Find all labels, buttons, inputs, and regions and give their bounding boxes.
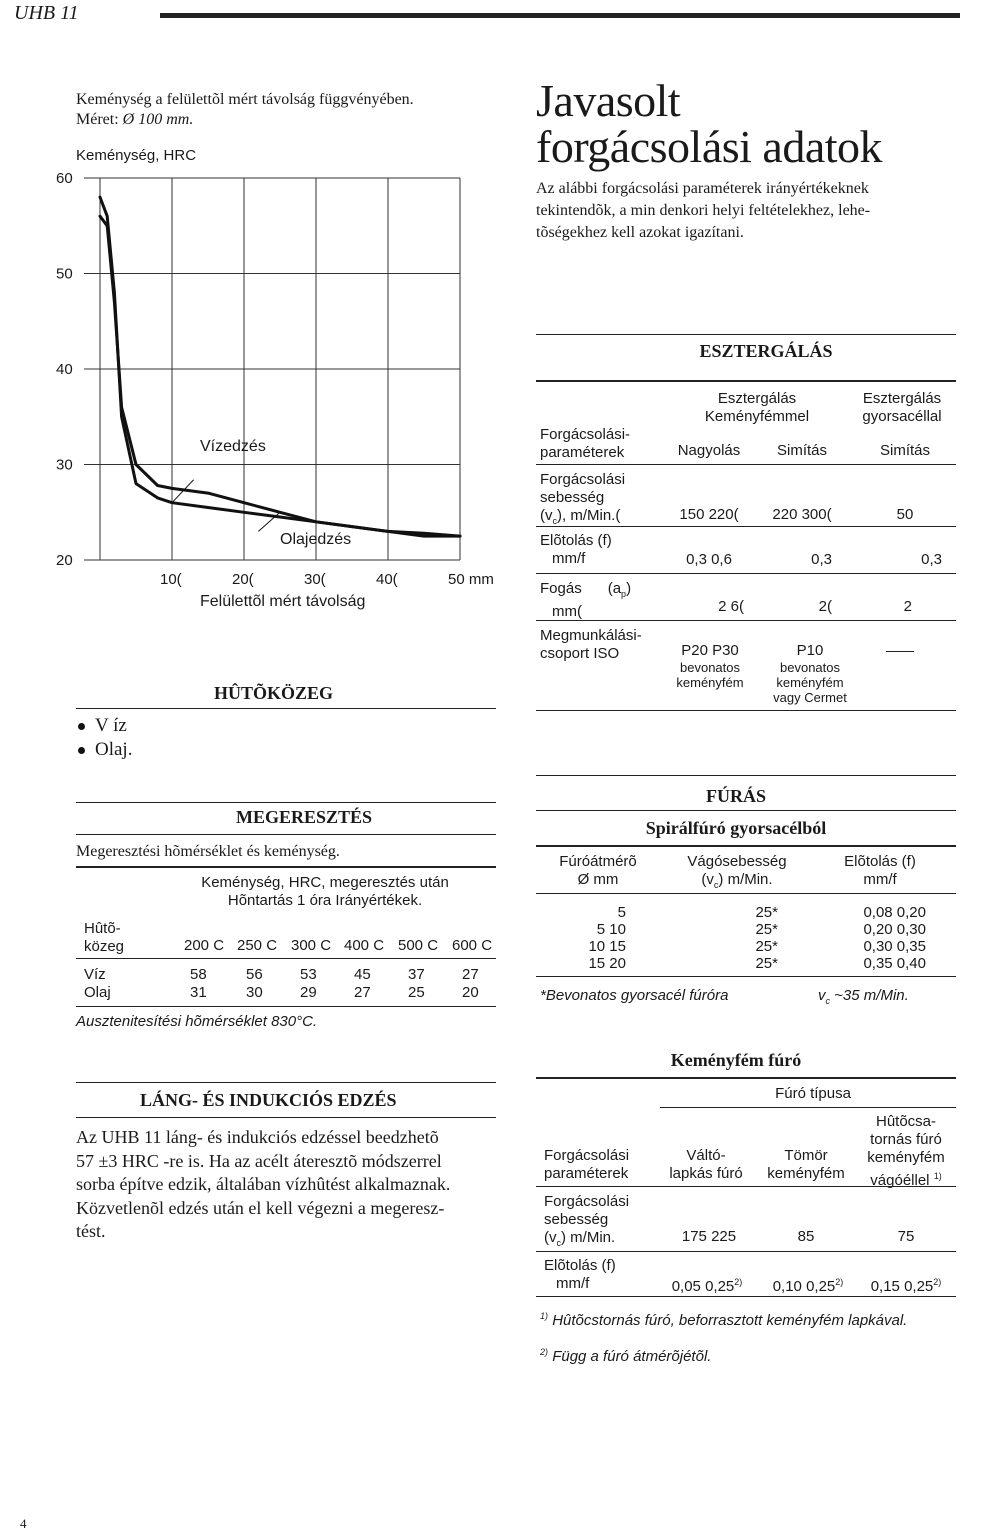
chart-y-tick-label: 30: [56, 456, 73, 474]
turning-feed-label: Elõtolás (f) mm/f: [540, 532, 612, 567]
turning-iso-rough: P20 P30 bevonatos keményfém: [676, 642, 744, 690]
drilling-cell-feed: 0,30 0,35: [863, 938, 926, 955]
turning-speed-finish: 220 300(: [772, 506, 832, 523]
header-rule: [160, 13, 960, 18]
carbide-feed-indexable: 0,05 0,25$^{2)}$: [671, 1277, 743, 1295]
carbide-type-head: Fúró típusa: [775, 1085, 851, 1102]
drilling-title-rule: [536, 810, 956, 811]
tempering-coolant-head: Hûtõ- közeg: [84, 920, 125, 955]
page-number: 4: [20, 1516, 27, 1531]
turning-iso-finish: P10 bevonatos keményfém vagy Cermet: [773, 642, 847, 705]
turning-rule: [536, 620, 956, 621]
drilling-col-diameter: Fúróátmérõ Ø mm: [559, 853, 637, 888]
bullet-icon: [78, 723, 85, 730]
chart-xlabel: Felülettõl mért távolság: [200, 593, 366, 610]
flame-top-rule: [76, 1082, 496, 1083]
turning-feed-finish: 0,3: [811, 551, 832, 568]
drilling-cell-feed: 0,20 0,30: [863, 921, 926, 938]
chart-y-tick-label: 20: [56, 552, 73, 569]
carbide-table-top: [536, 1077, 956, 1079]
turning-iso-hss-dash: [886, 651, 914, 652]
drilling-row: [548, 921, 926, 939]
tempering-footnote: Ausztenitesítési hõmérséklet 830°C.: [76, 1013, 318, 1030]
turning-bottom-rule: [536, 710, 956, 711]
label-oil-quench: Olajedzés: [280, 531, 352, 548]
turning-rule: [536, 464, 956, 465]
chart-series: [100, 197, 460, 536]
carbide-params-label: Forgácsolási paraméterek: [544, 1147, 630, 1182]
tempering-title-rule: [76, 834, 496, 835]
drilling-cell-speed: 25*: [755, 955, 778, 972]
carbide-head-indexable: Váltó- lapkás fúró: [669, 1147, 743, 1182]
carbide-rule: [536, 1251, 956, 1252]
turning-title: ESZTERGÁLÁS: [699, 341, 833, 361]
chart-x-tick-label: 20(: [232, 571, 254, 588]
drilling-cell-speed: 25*: [755, 938, 778, 955]
drilling-row: [548, 904, 926, 922]
drilling-cell-diameter: 10 15: [588, 938, 626, 955]
chart-series-line-1: [100, 216, 460, 536]
drilling-note-left: *Bevonatos gyorsacél fúróra: [540, 987, 729, 1004]
turning-speed-rough: 150 220(: [679, 506, 739, 523]
turning-top-rule: [536, 334, 956, 335]
drilling-subtitle: Spirálfúró gyorsacélból: [645, 818, 827, 838]
chart-x-tick-label: 10(: [160, 571, 182, 588]
turning-rule: [536, 526, 956, 527]
coolant-list: [78, 714, 132, 762]
turning-sub-finish: Simítás: [776, 442, 827, 459]
tempering-temp-row: 200 C 250 C 300 C 400 C 500 C 600 C: [184, 937, 493, 954]
chart-caption-size: Ø 100 mm.: [122, 111, 194, 128]
turning-sub-hss-finish: Simítás: [879, 442, 930, 459]
drilling-table-bottom: [536, 976, 956, 977]
tempering-row-water: Víz 58 56 53 45 37 27: [84, 966, 479, 983]
drilling-cell-diameter: 5 10: [596, 921, 626, 938]
carbide-speed-indexable: 175 225: [681, 1228, 737, 1245]
carbide-type-rule: [660, 1107, 956, 1108]
chart-ylabel: Keménység, HRC: [76, 147, 197, 164]
tempering-note: Keménység, HRC, megeresztés után Hõntartás 1 óra Irányértékek.: [201, 874, 449, 909]
chart-y-tick-label: 60: [56, 170, 73, 187]
chart-caption-line1: Keménység a felülettõl mért távolság függvényében.: [76, 91, 414, 108]
drilling-cell-speed: 25*: [755, 904, 778, 921]
carbide-drill-title: Keményfém fúró: [670, 1050, 802, 1070]
turning-feed-rough: 0,3 0,6: [686, 551, 732, 568]
turning-sub-rough: Nagyolás: [677, 442, 741, 459]
turning-rule: [536, 573, 956, 574]
drilling-row: [548, 938, 926, 956]
coolant-item-water: V íz: [78, 714, 132, 738]
turning-iso-label: Megmunkálási- csoport ISO: [540, 627, 642, 662]
drilling-cell-feed: 0,08 0,20: [863, 904, 926, 921]
chart-x-tick-label: 40(: [376, 571, 398, 588]
turning-depth-finish: 2(: [818, 598, 832, 615]
carbide-feed-label: Elõtolás (f) mm/f: [544, 1257, 616, 1292]
turning-speed-hss: 50: [896, 506, 914, 523]
carbide-speed-label: Forgácsolási sebesség $(v_c)$ m/Min.: [544, 1193, 630, 1248]
intro-title: Javasolt forgácsolási adatok: [536, 75, 883, 172]
turning-depth-rough: 2 6(: [718, 598, 744, 615]
carbide-feed-brazed: 0,15 0,25$^{2)}$: [870, 1277, 942, 1295]
tempering-row-oil: Olaj 31 30 29 27 25 20: [84, 984, 479, 1001]
drilling-cell-speed: 25*: [755, 921, 778, 938]
coolant-item-oil: Olaj.: [78, 738, 132, 762]
tempering-title: MEGERESZTÉS: [236, 807, 373, 827]
tempering-top-rule: [76, 802, 496, 803]
bullet-icon: [78, 747, 85, 754]
coolant-rule: [76, 708, 496, 709]
turning-depth-label: Fogás $(a_p)$ mm(: [540, 580, 632, 620]
chart-series-line-0: [100, 197, 460, 536]
carbide-speed-brazed: 75: [897, 1228, 915, 1245]
drilling-row: [548, 955, 926, 973]
flame-title-rule: [76, 1117, 496, 1118]
header-title: UHB 11: [14, 2, 79, 24]
chart-tick-labels: [56, 170, 494, 588]
turning-depth-hss: 2: [903, 598, 912, 615]
turning-params-label: Forgácsolási- paraméterek: [540, 426, 631, 461]
flame-paragraph: Az UHB 11 láng- és indukciós edzéssel beedzhetõ 57 ±3 HRC -re is. Ha az acélt áteresztõ módszerrel sorba építve edzik, általában vízhûtést alkalmaznak. Közvetlenõl edzés után el kell végezni a megeresz- tést.: [76, 1127, 451, 1241]
turning-head-carbide: Esztergálás Keményfémmel: [704, 390, 810, 425]
turning-speed-label: Forgácsolási sebesség $(v_c)$, m/Min.(: [540, 471, 626, 526]
drilling-col-feed: Elõtolás (f) mm/f: [844, 853, 916, 888]
chart-caption-line2: Méret: Ø 100 mm.: [76, 111, 194, 128]
tempering-rule: [76, 958, 496, 959]
turning-head-rule: [536, 380, 956, 382]
tempering-subtitle: Megeresztési hõmérséklet és keménység.: [76, 843, 340, 860]
drilling-note-right: $v_c$ ~35 m/Min.: [818, 987, 909, 1006]
drilling-cell-diameter: 5: [617, 904, 626, 921]
carbide-speed-solid: 85: [797, 1228, 815, 1245]
carbide-rule: [536, 1186, 956, 1187]
drilling-cell-feed: 0,35 0,40: [863, 955, 926, 972]
flame-title: LÁNG- ÉS INDUKCIÓS EDZÉS: [140, 1090, 397, 1110]
drilling-rule: [536, 893, 956, 894]
chart-grid: [84, 178, 460, 560]
chart-x-tick-label: 50 mm: [448, 571, 494, 588]
intro-paragraph: Az alábbi forgácsolási paraméterek irányértékeknek tekintendõk, a min denkori helyi feltételekhez, lehe- tõségekhez kell azokat igazítani.: [536, 180, 871, 241]
chart-y-tick-label: 50: [56, 265, 73, 283]
carbide-footnote-1: $^{1)}$ Hûtõcstornás fúró, beforrasztott keményfém lapkával.: [540, 1311, 908, 1329]
carbide-head-solid: Tömör keményfém: [767, 1147, 845, 1182]
carbide-table-bottom: [536, 1296, 956, 1297]
tempering-table-bottom: [76, 1006, 496, 1007]
carbide-head-brazed: Hûtõcsa- tornás fúró keményfém vágóéllel $^{1)}$: [867, 1113, 945, 1189]
carbide-feed-solid: 0,10 0,25$^{2)}$: [772, 1277, 844, 1295]
drilling-cell-diameter: 15 20: [588, 955, 626, 972]
chart-x-tick-label: 30(: [304, 571, 326, 588]
drilling-col-speed: Vágósebesség $(v_c)$ m/Min.: [687, 853, 787, 890]
carbide-footnote-2: $^{2)}$ Függ a fúró átmérõjétõl.: [540, 1347, 712, 1365]
drilling-title: FÚRÁS: [705, 786, 766, 806]
turning-head-hss: Esztergálás gyorsacéllal: [862, 390, 942, 425]
coolant-title: HÛTÕKÖZEG: [214, 683, 334, 703]
label-water-quench: Vízedzés: [200, 438, 266, 455]
tempering-table-top: [76, 866, 496, 868]
turning-feed-hss: 0,3: [921, 551, 942, 568]
chart-y-tick-label: 40: [56, 361, 73, 378]
drilling-table-top: [536, 845, 956, 847]
drilling-top-rule: [536, 775, 956, 776]
